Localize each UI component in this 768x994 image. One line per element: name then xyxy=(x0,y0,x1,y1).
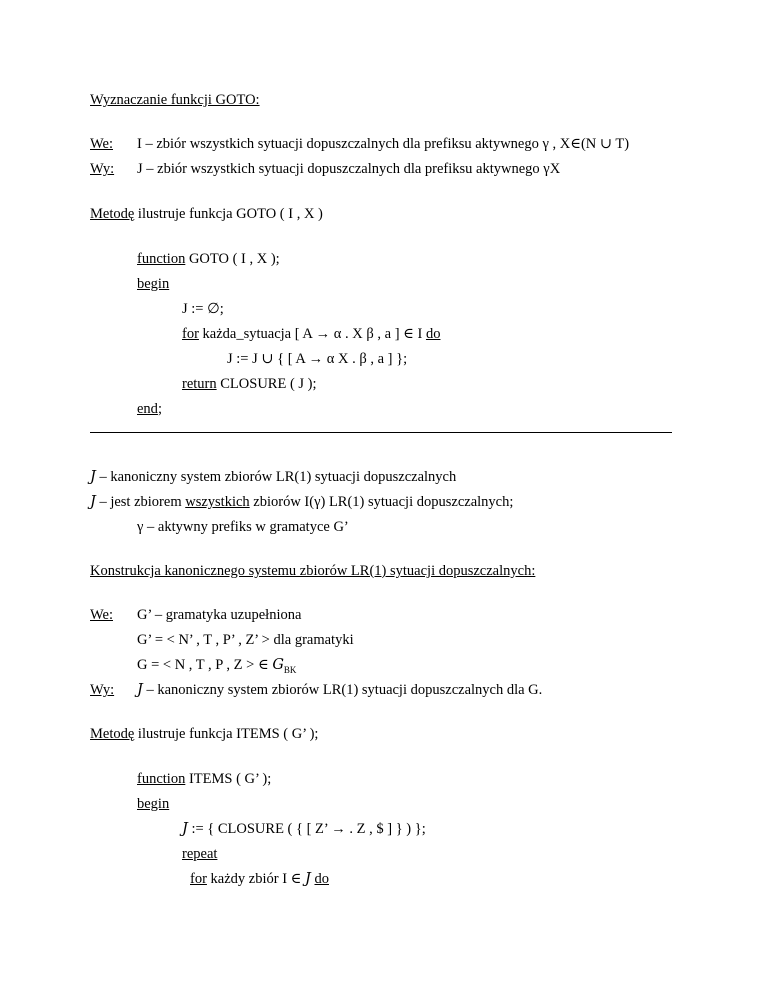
g-script-symbol: G xyxy=(272,657,284,673)
goto-return-text: CLOSURE ( J ); xyxy=(216,376,317,392)
goto-code-end-line xyxy=(137,400,162,418)
goto-signature-text: GOTO ( I , X ); xyxy=(185,251,280,267)
items-input-line-1: G’ – gramatyka uzupełniona xyxy=(137,607,302,623)
items-heading: Konstrukcja kanonicznego systemu zbiorów LR(1) sytuacji dopuszczalnych: xyxy=(90,563,536,579)
keyword-return: return xyxy=(182,376,217,392)
goto-code-signature xyxy=(137,250,280,268)
items-output-text: – kanoniczny system zbiorów LR(1) sytuacji dopuszczalnych dla G. xyxy=(142,682,543,698)
j-script-symbol: J xyxy=(305,871,311,887)
g-subscript: BK xyxy=(283,664,297,675)
items-output-label: Wy: xyxy=(90,682,115,698)
keyword-do: do xyxy=(314,871,329,887)
keyword-function: function xyxy=(137,771,186,787)
items-output-line xyxy=(137,681,542,699)
goto-keyword-begin: begin xyxy=(137,276,170,292)
goto-method-text: ilustruje funkcja GOTO ( I , X ) xyxy=(134,206,323,222)
items-input-line-2: G’ = < N’ , T , P’ , Z’ > dla gramatyki xyxy=(137,632,354,648)
goto-output-text: J – zbiór wszystkich sytuacji dopuszczalnych dla prefiksu aktywnego γX xyxy=(137,161,561,177)
keyword-do: do xyxy=(425,326,441,342)
j-script-symbol: J xyxy=(137,682,143,698)
definition-text-2-underlined: wszystkich xyxy=(185,494,250,510)
items-for-text: każdy zbiór I ∈ xyxy=(206,871,306,887)
j-script-symbol: J xyxy=(182,821,188,837)
keyword-for: for xyxy=(182,326,199,342)
goto-input-label: We: xyxy=(90,136,113,152)
items-keyword-begin: begin xyxy=(137,796,170,812)
definition-text-2b: zbiorów I(γ) LR(1) sytuacji dopuszczalnych; xyxy=(249,494,514,510)
items-code-signature xyxy=(137,770,271,788)
j-script-symbol: J xyxy=(90,494,96,510)
section-divider xyxy=(90,432,672,433)
definition-line-3: γ – aktywny prefiks w gramatyce G’ xyxy=(137,519,349,535)
goto-output-label: Wy: xyxy=(90,161,115,177)
goto-method-label: Metodę xyxy=(90,206,135,222)
goto-code-assign-empty: J := ∅; xyxy=(182,301,224,317)
keyword-for: for xyxy=(190,871,207,887)
goto-code-return-line xyxy=(182,375,317,393)
definition-text-1: – kanoniczny system zbiorów LR(1) sytuacji dopuszczalnych xyxy=(95,469,457,485)
definition-line-2 xyxy=(90,493,513,511)
items-method-text: ilustruje funkcja ITEMS ( G’ ); xyxy=(134,726,319,742)
j-script-symbol: J xyxy=(90,469,96,485)
items-method-line xyxy=(90,725,318,743)
goto-for-text: każda_sytuacja [ A → α . X β , a ] ∈ I xyxy=(198,326,426,342)
items-input-line-3-text: G = < N , T , P , Z > ∈ xyxy=(137,657,273,673)
goto-method-line xyxy=(90,205,323,223)
keyword-function: function xyxy=(137,251,186,267)
items-signature-text: ITEMS ( G’ ); xyxy=(185,771,272,787)
goto-input-text: I – zbiór wszystkich sytuacji dopuszczalnych dla prefiksu aktywnego γ , X∈(N ∪ T) xyxy=(137,136,630,152)
items-input-line-3 xyxy=(137,656,296,679)
goto-code-for-line xyxy=(182,325,440,343)
goto-code-union-line: J := J ∪ { [ A → α X . β , a ] }; xyxy=(227,351,408,367)
goto-heading: Wyznaczanie funkcji GOTO: xyxy=(90,92,260,108)
definition-line-1 xyxy=(90,468,456,486)
goto-end-semicolon: ; xyxy=(157,401,162,417)
items-code-assign-line xyxy=(182,820,426,838)
items-input-label: We: xyxy=(90,607,113,623)
items-assign-text: := { CLOSURE ( { [ Z’ → . Z , $ ] } ) }; xyxy=(187,821,426,837)
items-code-for-line xyxy=(190,870,329,888)
items-method-label: Metodę xyxy=(90,726,135,742)
items-keyword-repeat: repeat xyxy=(182,846,218,862)
definition-text-2a: – jest zbiorem xyxy=(95,494,186,510)
keyword-end: end xyxy=(137,401,158,417)
